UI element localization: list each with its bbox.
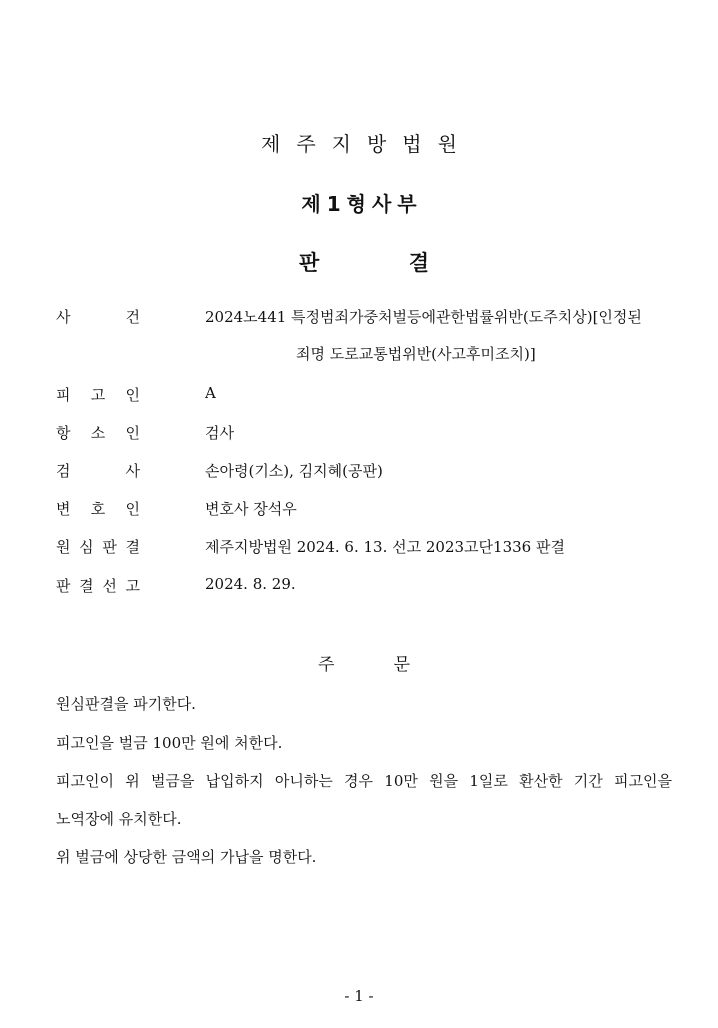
label-char: 인 [125, 424, 140, 442]
label-char: 사 [125, 462, 140, 480]
label-char: 판 [56, 577, 71, 595]
prosecutor-value: 손아령(기소), 김지혜(공판) [205, 462, 383, 480]
appellant-label [56, 422, 140, 443]
label-char: 검 [56, 462, 71, 480]
label-char: 결 [79, 577, 94, 595]
label-char: 고 [90, 386, 106, 404]
case-label [56, 306, 140, 327]
order-title-char-1: 주 [318, 655, 335, 675]
order-line: 피고인이 위 벌금을 납입하지 아니하는 경우 10만 원을 1일로 환산한 기간 피고인을 [56, 772, 672, 790]
order-title [318, 650, 410, 675]
label-char: 항 [56, 424, 71, 442]
label-char: 심 [79, 538, 94, 556]
label-char: 호 [90, 500, 106, 518]
label-char: 인 [125, 386, 140, 404]
order-title-char-2: 문 [393, 655, 410, 675]
court-name: 제주지방법원 [261, 132, 473, 156]
label-char: 변 [56, 500, 71, 518]
order-line: 피고인을 벌금 100만 원에 처한다. [56, 734, 283, 752]
document-type-char-2: 결 [408, 251, 429, 275]
document-type [299, 247, 429, 277]
case-value-continued: 죄명 도로교통법위반(사고후미조치)] [296, 345, 536, 363]
label-char: 원 [56, 538, 71, 556]
label-char: 고 [125, 577, 140, 595]
division-name: 제1형사부 [301, 192, 423, 216]
case-value: 2024노441 특정범죄가중처벌등에관한법률위반(도주치상)[인정된 [205, 308, 642, 326]
defense-value: 변호사 장석우 [205, 500, 297, 518]
judgment-date-label [56, 575, 140, 596]
label-char: 결 [125, 538, 140, 556]
original-judgment-label [56, 536, 140, 557]
order-line: 노역장에 유치한다. [56, 810, 182, 828]
original-judgment-value: 제주지방법원 2024. 6. 13. 선고 2023고단1336 판결 [205, 538, 565, 556]
defendant-value: A [205, 384, 216, 402]
appellant-value: 검사 [205, 424, 234, 442]
label-char: 사 [56, 308, 71, 326]
order-line: 원심판결을 파기한다. [56, 695, 196, 713]
label-char: 선 [102, 577, 117, 595]
prosecutor-label [56, 460, 140, 481]
judgment-date-value: 2024. 8. 29. [205, 575, 296, 593]
label-char: 건 [125, 308, 140, 326]
label-char: 소 [90, 424, 106, 442]
order-line: 위 벌금에 상당한 금액의 가납을 명한다. [56, 848, 317, 866]
label-char: 판 [102, 538, 117, 556]
label-char: 인 [125, 500, 140, 518]
document-type-char-1: 판 [299, 251, 320, 275]
defense-label [56, 498, 140, 519]
page-number: - 1 - [344, 987, 374, 1005]
defendant-label [56, 384, 140, 405]
label-char: 피 [56, 386, 71, 404]
